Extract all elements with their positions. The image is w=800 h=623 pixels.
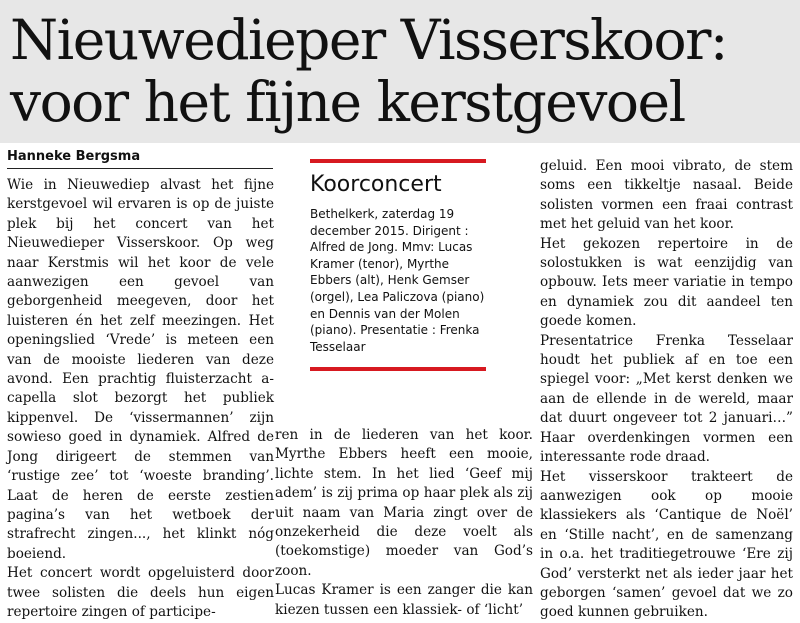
paragraph: geluid. Een mooi vibrato, de stem soms een tikkeltje nasaal. Beide solisten vormen een fraai contrast met het geluid van het koor.	[540, 158, 793, 233]
byline-divider	[7, 168, 273, 169]
paragraph: Het gekozen repertoire in de solostukken is wat eenzijdig van opbouw. Iets meer variatie in tempo en dynamiek zou dit aandeel ten goede komen.	[540, 235, 793, 330]
headline-banner	[0, 0, 800, 143]
factbox-top-rule	[310, 159, 486, 163]
byline: Hanneke Bergsma	[7, 149, 141, 164]
article-column-3	[540, 157, 793, 623]
headline-line-1: Nieuwedieper Visserskoor:	[10, 8, 727, 72]
paragraph: ren in de liederen van het koor. Myrthe Ebbers heeft een mooie, lichte stem. In het lied ‘Geef mij adem’ is zij prima op haar plek als zij uit naam van Maria zingt over de onzekerheid die deze voelt als (toekomstige) moeder van God’s zoon.	[275, 427, 533, 579]
paragraph: Het concert wordt opgeluisterd door twee solisten die deels hun eigen repertoire zingen of participe-	[7, 565, 274, 620]
paragraph: Het visserskoor trakteert de aanwezigen ook op mooie klassiekers als ‘Cantique de Noël’ en ‘Stille nacht’, en de samenzang in o.a. het traditiegetrouwe ‘Ere zij God’ versterkt net als ieder jaar het geborgen ‘samen’ gevoel dat we zo goed kunnen gebruiken.	[540, 468, 793, 621]
factbox-title: Koorconcert	[310, 172, 442, 197]
factbox-bottom-rule	[310, 367, 486, 371]
headline-line-2: voor het fijne kerstgevoel	[10, 70, 685, 134]
article-column-1	[7, 176, 274, 622]
concert-factbox	[310, 159, 486, 371]
paragraph: Presentatrice Frenka Tesselaar houdt het publiek af en toe een spiegel voor: „Met kerst denken we aan de ellende in de wereld, maar dat duurt ongeveer tot 2 januari…” Haar overdenkingen vormen een interessante rode draad.	[540, 332, 793, 466]
factbox-text: Bethelkerk, zaterdag 19 december 2015. Dirigent : Alfred de Jong. Mmv: Lucas Kramer (tenor), Myrthe Ebbers (alt), Henk Gemser (orgel), Lea Paliczova (piano) en Dennis van der Molen (piano). Presentatie : Frenka Tesselaar	[310, 207, 485, 354]
paragraph: Lucas Kramer is een zanger die kan kiezen tussen een klassiek- of ‘licht’	[275, 582, 533, 618]
paragraph: Wie in Nieuwediep alvast het fijne kerstgevoel wil ervaren is op de juiste plek bij het concert van het Nieuwedieper Visserskoor. Op weg naar Kerstmis wil het koor de vele aanwezigen een gevoel van geborgenheid meegeven, door het luisteren én het zelf meezingen. Het openingslied ‘Vrede’ is meteen een van de mooiste liederen van deze avond. Een prachtig fluisterzacht a-capella slot bezorgt het publiek kippenvel. De ‘vissermannen’ zijn sowieso goed in dynamiek. Alfred de Jong dirigeert de stemmen van ‘rustige zee’ tot ‘woeste branding’. Laat de heren de eerste zestien pagina’s van het wetboek der strafrecht zingen..., het klinkt nóg boeiend.	[7, 177, 274, 562]
article-column-2	[275, 426, 533, 620]
